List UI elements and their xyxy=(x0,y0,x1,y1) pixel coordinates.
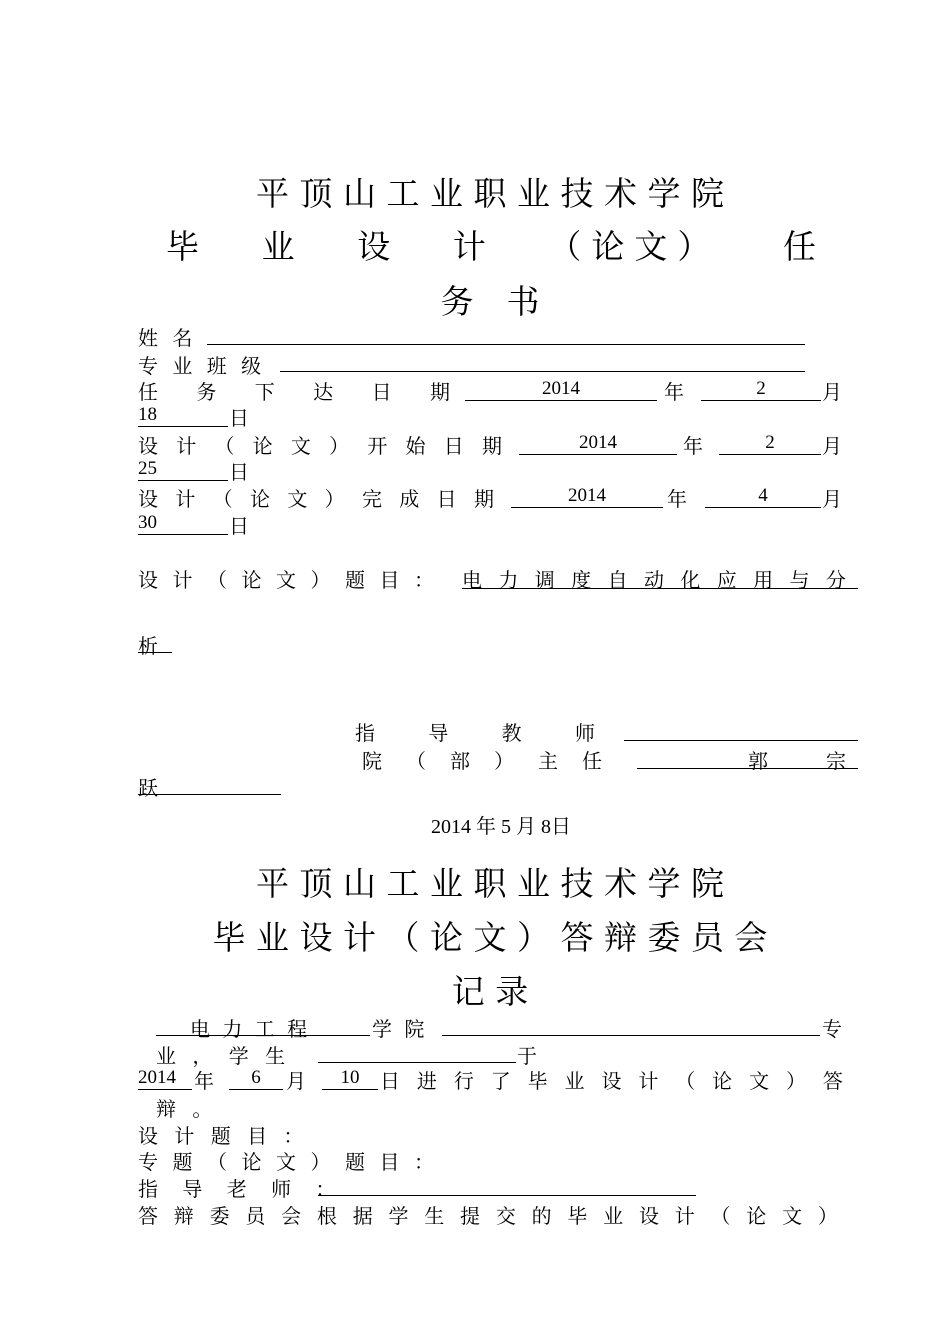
defense-advisor-label: 指 导 老 师 ： xyxy=(138,1177,345,1201)
start-day-value: 25 xyxy=(138,458,157,479)
start-month-value: 2 xyxy=(765,432,775,453)
start-day-unit: 日 xyxy=(229,460,249,484)
director-label: 院 （ 部 ） 主 任 xyxy=(362,749,602,773)
start-date-label: 设 计 （ 论 文 ） 开 始 日 期 xyxy=(138,434,502,458)
defense-month-underline xyxy=(229,1089,283,1090)
director-underline-2 xyxy=(138,794,281,795)
task-book-title-line3: 务 书 xyxy=(440,282,540,321)
topic-value-line1: 电 力 调 度 自 动 化 应 用 与 分 xyxy=(462,568,846,592)
defense-month-value: 6 xyxy=(251,1067,261,1088)
defense-year-unit: 年 xyxy=(194,1069,214,1093)
task-book-date: 2014 年 5 月 8日 xyxy=(431,816,571,838)
director-underline-1 xyxy=(637,768,858,769)
defense-month-unit: 月 xyxy=(286,1069,306,1093)
topic-value-line2: 析 xyxy=(138,634,158,658)
finish-month-value: 4 xyxy=(758,485,768,506)
finish-day-unit: 日 xyxy=(229,514,249,538)
major-suffix: 专 xyxy=(822,1017,842,1041)
name-field[interactable] xyxy=(207,344,805,345)
start-year-unit: 年 xyxy=(683,434,703,458)
issue-day-underline xyxy=(138,426,228,427)
defense-year-underline xyxy=(138,1089,192,1090)
defense-line2: 辩 。 xyxy=(156,1097,218,1121)
issue-day-unit: 日 xyxy=(229,406,249,430)
issue-month-underline xyxy=(701,400,821,401)
committee-text: 答 辩 委 员 会 根 据 学 生 提 交 的 毕 业 设 计 （ 论 文 ） xyxy=(138,1204,838,1228)
defense-day-underline xyxy=(322,1089,378,1090)
at-label: 于 xyxy=(517,1044,537,1068)
major-line2: 业 ， 学 生 xyxy=(156,1044,291,1068)
class-label: 专 业 班 级 xyxy=(138,354,266,378)
finish-year-value: 2014 xyxy=(568,485,606,506)
finish-year-unit: 年 xyxy=(667,487,687,511)
issue-date-label: 任 务 下 达 日 期 xyxy=(138,380,450,404)
defense-day-value: 10 xyxy=(340,1067,360,1088)
design-topic-label: 设 计 题 目 ： xyxy=(138,1124,309,1148)
defense-title-line3: 记 录 xyxy=(451,972,529,1011)
college-value: 电 力 工 程 xyxy=(190,1017,311,1041)
defense-title-line2: 毕 业 设 计 （ 论 文 ） 答 辩 委 员 会 xyxy=(212,918,768,957)
class-field[interactable] xyxy=(280,371,805,372)
defense-title-line1: 平 顶 山 工 业 职 业 技 术 学 院 xyxy=(256,864,724,903)
finish-year-underline xyxy=(511,507,663,508)
issue-month-value: 2 xyxy=(756,378,766,399)
director-name-part1: 郭 宗 xyxy=(748,749,846,773)
college-underline xyxy=(156,1035,370,1036)
defense-year-value: 2014 xyxy=(138,1067,176,1088)
issue-day-value: 18 xyxy=(138,404,157,425)
finish-month-underline xyxy=(705,507,821,508)
finish-month-unit: 月 xyxy=(822,487,842,511)
college-label: 学 院 xyxy=(372,1017,428,1041)
start-day-underline xyxy=(138,480,228,481)
defense-day-text: 日 进 行 了 毕 业 设 计 （ 论 文 ） 答 xyxy=(380,1069,843,1093)
finish-day-value: 30 xyxy=(138,512,157,533)
start-month-underline xyxy=(719,454,821,455)
special-topic-label: 专 题 （ 论 文 ） 题 目 ： xyxy=(138,1150,434,1174)
task-book-title-line2: 毕 业 设 计 （论文） 任 xyxy=(166,227,816,266)
start-year-underline xyxy=(519,454,677,455)
start-month-unit: 月 xyxy=(822,434,842,458)
issue-year-unit: 年 xyxy=(664,380,684,404)
start-year-value: 2014 xyxy=(579,432,617,453)
advisor-label: 指 导 教 师 xyxy=(355,721,595,745)
topic-underline-1 xyxy=(462,588,858,589)
issue-year-value: 2014 xyxy=(542,378,580,399)
director-name-part2: 跃 xyxy=(138,776,158,800)
defense-advisor-field[interactable] xyxy=(318,1195,696,1196)
task-book-title-line1: 平 顶 山 工 业 职 业 技 术 学 院 xyxy=(256,174,724,213)
major-field[interactable] xyxy=(442,1035,820,1036)
finish-day-underline xyxy=(138,534,228,535)
issue-year-underline xyxy=(465,400,657,401)
issue-month-unit: 月 xyxy=(822,380,842,404)
name-label: 姓 名 xyxy=(138,326,197,350)
topic-label: 设 计 （ 论 文 ） 题 目 ： xyxy=(138,568,434,592)
finish-date-label: 设 计 （ 论 文 ） 完 成 日 期 xyxy=(138,487,494,511)
advisor-field[interactable] xyxy=(624,740,858,741)
student-field[interactable] xyxy=(318,1062,516,1063)
topic-underline-2 xyxy=(138,652,172,653)
